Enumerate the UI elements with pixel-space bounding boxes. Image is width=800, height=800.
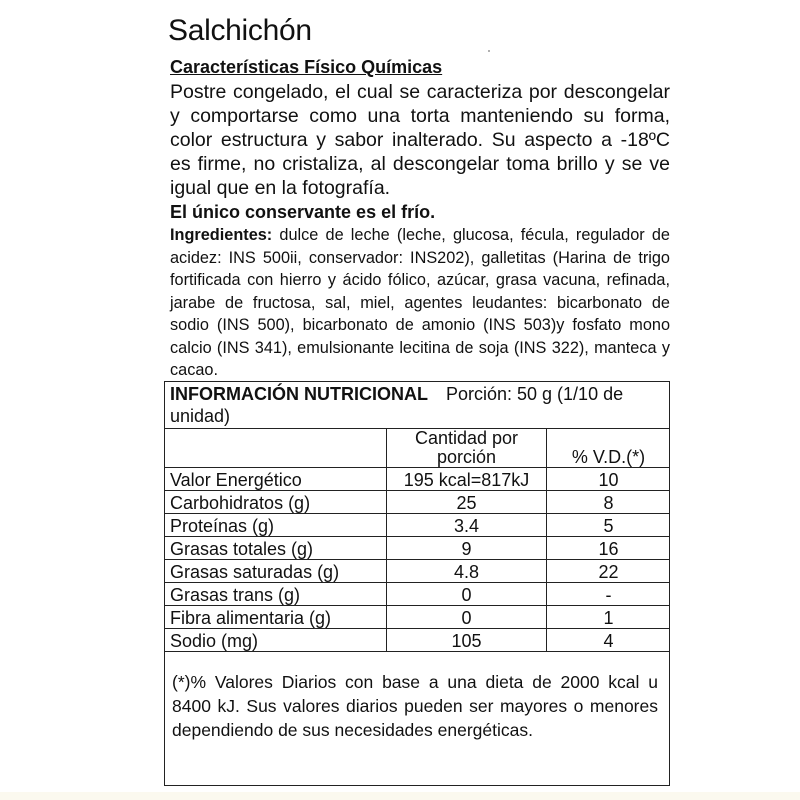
bottom-edge: [0, 792, 800, 800]
header-blank-cell: [164, 429, 387, 468]
nutrition-table-header-row: [164, 429, 670, 468]
decorative-speck: [488, 50, 490, 52]
nutrient-quantity: 4.8: [387, 560, 547, 583]
nutrient-daily-value: -: [547, 583, 671, 606]
nutrient-name: Sodio (mg): [164, 629, 387, 652]
nutrient-name: Proteínas (g): [164, 514, 387, 537]
portion-size: Porción: 50 g (1/10 de unidad): [170, 384, 624, 426]
nutrient-daily-value: 22: [547, 560, 671, 583]
nutrient-name: Grasas saturadas (g): [164, 560, 387, 583]
column-header-vd: % V.D.(*): [547, 429, 671, 468]
nutrient-name: Grasas totales (g): [164, 537, 387, 560]
nutrient-name: Carbohidratos (g): [164, 491, 387, 514]
nutrient-daily-value: 10: [547, 468, 671, 491]
nutrition-row: [164, 514, 670, 537]
nutrition-row: [164, 468, 670, 491]
nutrition-row: [164, 606, 670, 629]
nutrient-daily-value: 16: [547, 537, 671, 560]
nutrition-footnote: (*)% Valores Diarios con base a una dieta de 2000 kcal u 8400 kJ. Sus valores diarios pueden ser mayores o menores dependiendo de sus necesidades energéticas.: [172, 672, 658, 740]
ingredients-text: dulce de leche (leche, glucosa, fécula, regulador de acidez: INS 500ii, conservador: INS202), galletitas (Harina de trigo fortificada con hierro y ácido fólico, azúcar, grasa vacuna, refinada, jarabe de fructosa, sal, miel, agentes leudantes: bicarbonato de sodio (INS 500), bicarbonato de amonio (INS 503)y fosfato mono calcio (INS 341), emulsionante lecitina de soja (INS 322), manteca y cacao.: [170, 226, 670, 379]
product-title: Salchichón: [168, 14, 312, 47]
ingredients-label: Ingredientes:: [170, 226, 273, 244]
characteristics-heading: Características Físico Químicas: [170, 57, 443, 77]
nutrient-daily-value: 5: [547, 514, 671, 537]
nutrient-quantity: 0: [387, 606, 547, 629]
nutrition-row: [164, 537, 670, 560]
conservante-statement: El único conservante es el frío.: [170, 202, 436, 222]
nutrient-daily-value: 1: [547, 606, 671, 629]
nutrient-quantity: 105: [387, 629, 547, 652]
ingredients-paragraph: [170, 224, 670, 382]
nutrient-quantity: 3.4: [387, 514, 547, 537]
characteristics-description: Postre congelado, el cual se caracteriza por descongelar y comportarse como una torta manteniendo su forma, color estructura y sabor inalterado. Su aspecto a -18ºC es firme, no cristaliza, al descongelar toma brillo y se ve igual que en la fotografía.: [170, 81, 670, 199]
nutrition-row: [164, 491, 670, 514]
nutrient-quantity: 25: [387, 491, 547, 514]
column-header-quantity: Cantidad por porción: [387, 429, 547, 468]
nutrient-quantity: 9: [387, 537, 547, 560]
nutrition-row: [164, 560, 670, 583]
nutrient-name: Valor Energético: [164, 468, 387, 491]
nutrition-row: [164, 629, 670, 652]
nutrient-quantity: 195 kcal=817kJ: [387, 468, 547, 491]
nutrition-table: [164, 428, 670, 652]
nutrition-row: [164, 583, 670, 606]
nutrient-quantity: 0: [387, 583, 547, 606]
nutrient-name: Fibra alimentaria (g): [164, 606, 387, 629]
nutrition-title: INFORMACIÓN NUTRICIONAL: [170, 384, 428, 404]
nutrition-header: [170, 383, 666, 427]
nutrient-daily-value: 8: [547, 491, 671, 514]
nutrient-daily-value: 4: [547, 629, 671, 652]
nutrient-name: Grasas trans (g): [164, 583, 387, 606]
